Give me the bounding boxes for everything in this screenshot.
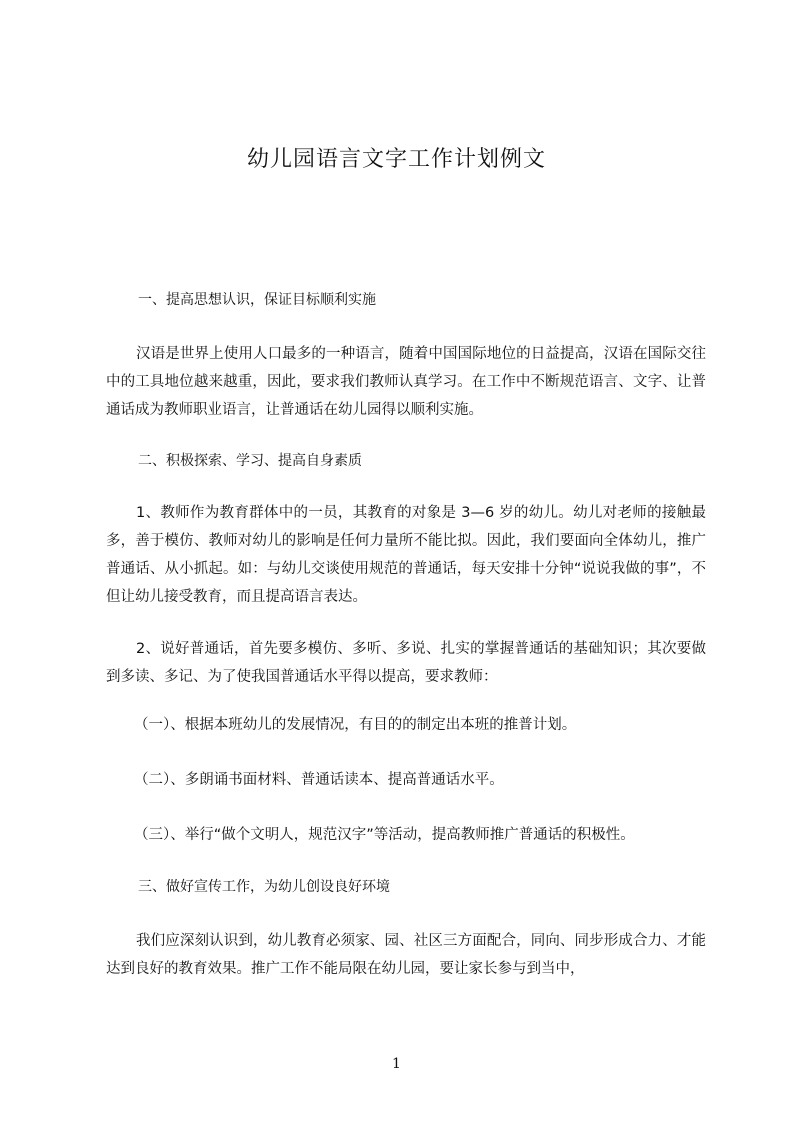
section-3-paragraph: 我们应深刻认识到，幼儿教育必须家、园、社区三方面配合，同向、同步形成合力、才能达到良好的教育效果。推广工作不能局限在幼儿园，要让家长参与到当中，	[106, 933, 706, 977]
section-2-paragraph-1: 1、教师作为教育群体中的一员，其教育的对象是 3—6 岁的幼儿。幼儿对老师的接触最多，善于模仿、教师对幼儿的影响是任何力量所不能比拟。因此，我们要面向全体幼儿，推广普通话、从小抓起。如：与幼儿交谈使用规范的普通话，每天安排十分钟“说说我做的事”，不但让幼儿接受教育，而且提高语言表达。	[106, 505, 706, 605]
section-1-paragraph: 汉语是世界上使用人口最多的一种语言，随着中国国际地位的日益提高，汉语在国际交往中的工具地位越来越重，因此，要求我们教师认真学习。在工作中不断规范语言、文字、让普通话成为教师职业语言，让普通话在幼儿园得以顺利实施。	[106, 346, 706, 418]
section-1-heading: 一、提高思想认识，保证目标顺利实施	[138, 292, 376, 308]
section-2-list-item-2: （二）、多朗诵书面材料、普通话读本、提高普通话水平。	[134, 772, 504, 788]
section-2-list-item-1: （一）、根据本班幼儿的发展情况，有目的的制定出本班的推普计划。	[134, 717, 577, 733]
section-3-heading: 三、做好宣传工作，为幼儿创设良好环境	[138, 879, 390, 895]
document-title: 幼儿园语言文字工作计划例文	[246, 147, 546, 172]
section-2-list-item-3: （三）、举行“做个文明人，规范汉字”等活动，提高教师推广普通话的积极性。	[134, 827, 635, 843]
page-number: 1	[392, 1056, 401, 1072]
section-2-paragraph-2: 2、说好普通话，首先要多模仿、多听、多说、扎实的掌握普通话的基础知识；其次要做到多读、多记、为了使我国普通话水平得以提高，要求教师：	[106, 641, 706, 685]
section-2-heading: 二、积极探索、学习、提高自身素质	[138, 453, 362, 469]
